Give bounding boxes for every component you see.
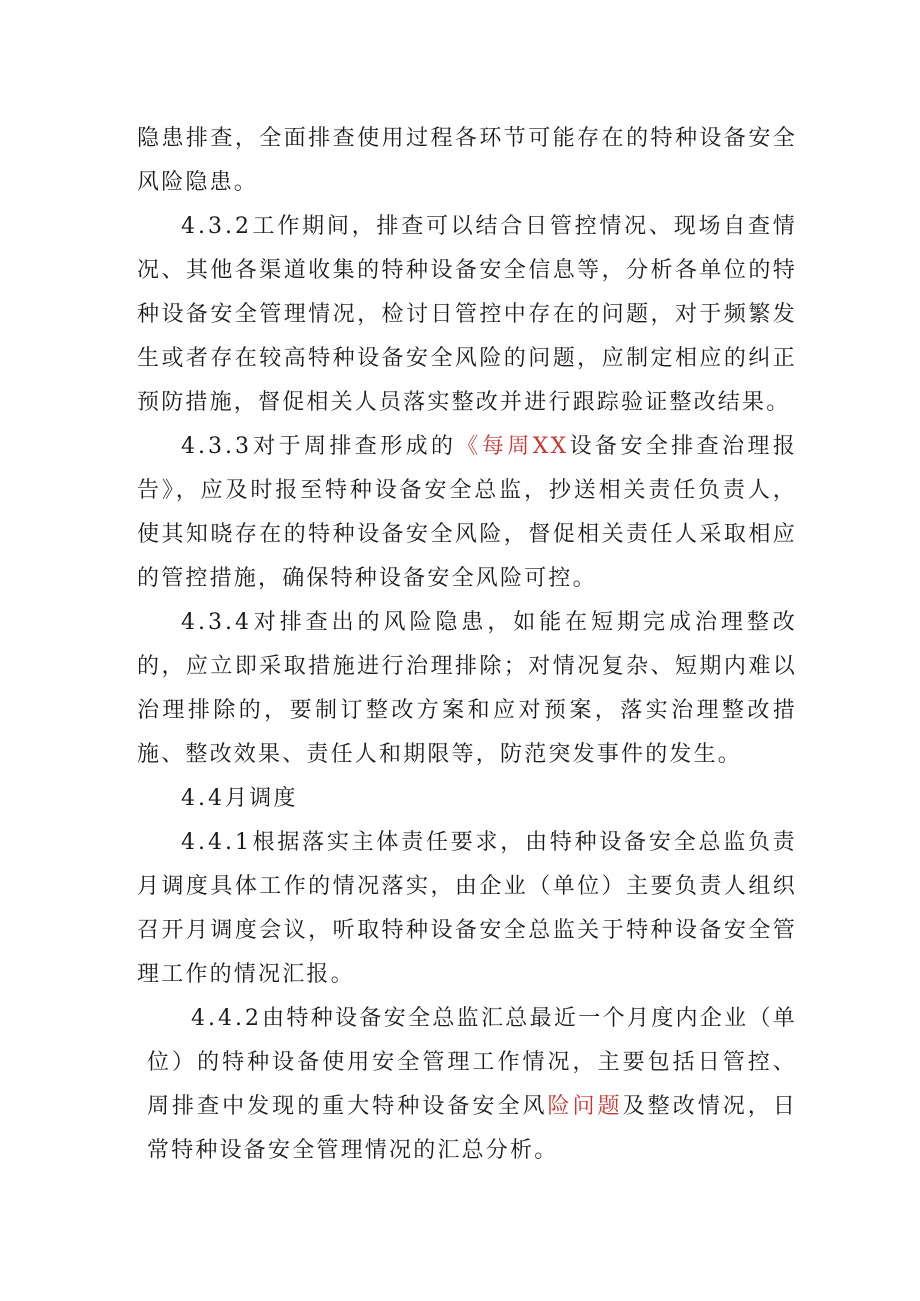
section-number: 4.3.4 [181, 610, 252, 635]
paragraph-text: 根据落实主体责任要求，由特种设备安全总监负责月调度具体工作的情况落实，由企业（单位）主要负责人组织召开月调度会议，听取特种设备安全总监关于特种设备安全管理工作的情况汇报。 [137, 830, 797, 987]
section-number: 4.4.2 [191, 1006, 262, 1031]
paragraph-text: 对于周排查形成的 [251, 434, 457, 459]
paragraph-text: 工作期间，排查可以结合日管控情况、现场自查情况、其他各渠道收集的特种设备安全信息等，分析各单位的特种设备安全管理情况，检讨日管控中存在的问题，对于频繁发生或者存在较高特种设备安全风险的问题，应制定相应的纠正预防措施，督促相关人员落实整改并进行跟踪验证整改结果。 [137, 214, 797, 415]
paragraph-text: 设备安全排查治理报告》，应及时报至特种设备安全总监，抄送相关责任负责人，使其知晓存在的特种设备安全风险，督促相关责任人采取相应的管控措施，确保特种设备安全风险可控。 [137, 434, 797, 591]
document-body [137, 117, 797, 1173]
paragraph-text: 隐患排查，全面排查使用过程各环节可能存在的特种设备安全风险隐患。 [137, 126, 797, 195]
section-heading-text: 月调度 [225, 786, 298, 811]
section-number: 4.3.2 [181, 214, 252, 239]
paragraph-text: 由特种设备安全总监汇总最近一个月度内企业（单位）的特种设备使用安全管理工作情况，主要包括日管控、周排查中发现的重大特种设备安全风 [147, 1006, 797, 1119]
paragraph-hazard-check-cont [137, 117, 797, 205]
section-number: 4.4.1 [181, 830, 252, 855]
heading-4-4-monthly-dispatch [137, 777, 797, 821]
paragraph-4-4-2 [137, 997, 797, 1173]
paragraph-4-3-3 [137, 425, 797, 601]
paragraph-4-4-1 [137, 821, 797, 997]
paragraph-text: 及整改情况，日常特种设备安全管理情况的汇总分析。 [147, 1094, 798, 1163]
section-number: 4.3.3 [181, 434, 252, 459]
highlighted-report-title: 《每周XX [456, 434, 569, 459]
section-number: 4.4 [181, 786, 225, 811]
paragraph-4-3-4 [137, 601, 797, 777]
highlighted-risk-issue: 险问题 [547, 1094, 623, 1119]
paragraph-text: 对排查出的风险隐患，如能在短期完成治理整改的，应立即采取措施进行治理排除；对情况复杂、短期内难以治理排除的，要制订整改方案和应对预案，落实治理整改措施、整改效果、责任人和期限等，防范突发事件的发生。 [137, 610, 797, 767]
paragraph-4-3-2 [137, 205, 797, 425]
